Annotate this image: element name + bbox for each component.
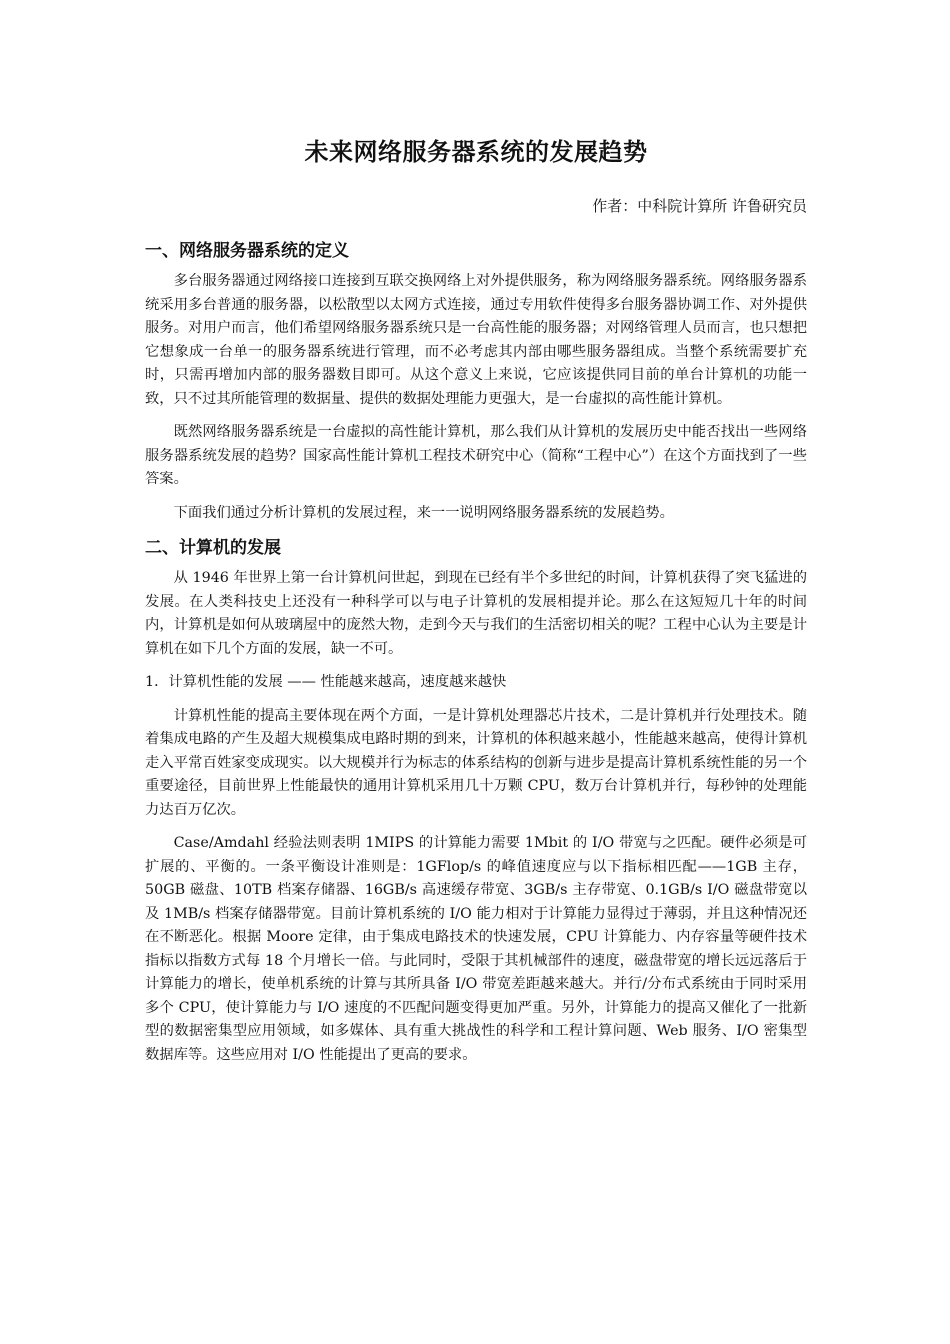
author-byline: 作者：中科院计算所 许鲁研究员 — [592, 197, 807, 215]
paragraph: 下面我们通过分析计算机的发展过程，来一一说明网络服务器系统的发展趋势。 — [173, 504, 674, 521]
section-heading-definition: 一、网络服务器系统的定义 — [145, 241, 349, 261]
subsection-heading: 1．计算机性能的发展 —— 性能越来越高，速度越来越快 — [145, 674, 507, 690]
paragraph: 既然网络服务器系统是一台虚拟的高性能计算机，那么我们从计算机的发展历史中能否找出一些网络服务器系统发展的趋势？国家高性能计算机工程技术研究中心（简称“工程中心”）在这个方面找到了一些答案。 — [145, 424, 807, 487]
paragraph: 计算机性能的提高主要体现在两个方面，一是计算机处理器芯片技术，二是计算机并行处理技术。随着集成电路的产生及超大规模集成电路时期的到来，计算机的体积越来越小，性能越来越高，使得计算机走入平常百姓家变成现实。以大规模并行为标志的体系结构的创新与进步是提高计算机系统性能的另一个重要途径，目前世界上性能最快的通用计算机采用几十万颗 CPU，数万台计算机并行，每秒钟的处理能力达百万亿次。 — [145, 707, 807, 818]
section-heading-computer-development: 二、计算机的发展 — [145, 538, 281, 558]
paragraph: 从 1946 年世界上第一台计算机问世起，到现在已经有半个多世纪的时间，计算机获得了突飞猛进的发展。在人类科技史上还没有一种科学可以与电子计算机的发展相提并论。那么在这短短几十年的时间内，计算机是如何从玻璃屋中的庞然大物，走到今天与我们的生活密切相关的呢？工程中心认为主要是计算机在如下几个方面的发展，缺一不可。 — [145, 570, 807, 657]
paragraph: Case/Amdahl 经验法则表明 1MIPS 的计算能力需要 1Mbit 的 I/O 带宽与之匹配。硬件必须是可扩展的、平衡的。一条平衡设计准则是：1GFlop/s 的峰值速度应与以下指标相匹配——1GB 主存，50GB 磁盘、10TB 档案存储器、16GB/s 高速缓存带宽、3GB/s 主存带宽、0.1GB/s I/O 磁盘带宽以及 1MB/s 档案存储器带宽。目前计算机系统的 I/O 能力相对于计算能力显得过于薄弱，并且这种情况还在不断恶化。根据 Moore 定律，由于集成电路技术的快速发展，CPU 计算能力、内存容量等硬件技术指标以指数方式每 18 个月增长一倍。与此同时，受限于其机械部件的速度，磁盘带宽的增长远远落后于计算能力的增长，使单机系统的计算与其所具备 I/O 带宽差距越来越大。并行/分布式系统由于同时采用多个 CPU，使计算能力与 I/O 速度的不匹配问题变得更加严重。另外，计算能力的提高又催化了一批新型的数据密集型应用领域，如多媒体、具有重大挑战性的科学和工程计算问题、Web 服务、I/O 密集型数据库等。这些应用对 I/O 性能提出了更高的要求。 — [145, 835, 807, 1063]
document-body — [145, 130, 807, 1067]
document-title: 未来网络服务器系统的发展趋势 — [304, 138, 648, 166]
paragraph: 多台服务器通过网络接口连接到互联交换网络上对外提供服务，称为网络服务器系统。网络服务器系统采用多台普通的服务器，以松散型以太网方式连接，通过专用软件使得多台服务器协调工作、对外提供服务。对用户而言，他们希望网络服务器系统只是一台高性能的服务器；对网络管理人员而言，也只想把它想象成一台单一的服务器系统进行管理，而不必考虑其内部由哪些服务器组成。当整个系统需要扩充时，只需再增加内部的服务器数目即可。从这个意义上来说，它应该提供同目前的单台计算机的功能一致，只不过其所能管理的数据量、提供的数据处理能力更强大，是一台虚拟的高性能计算机。 — [145, 273, 807, 407]
